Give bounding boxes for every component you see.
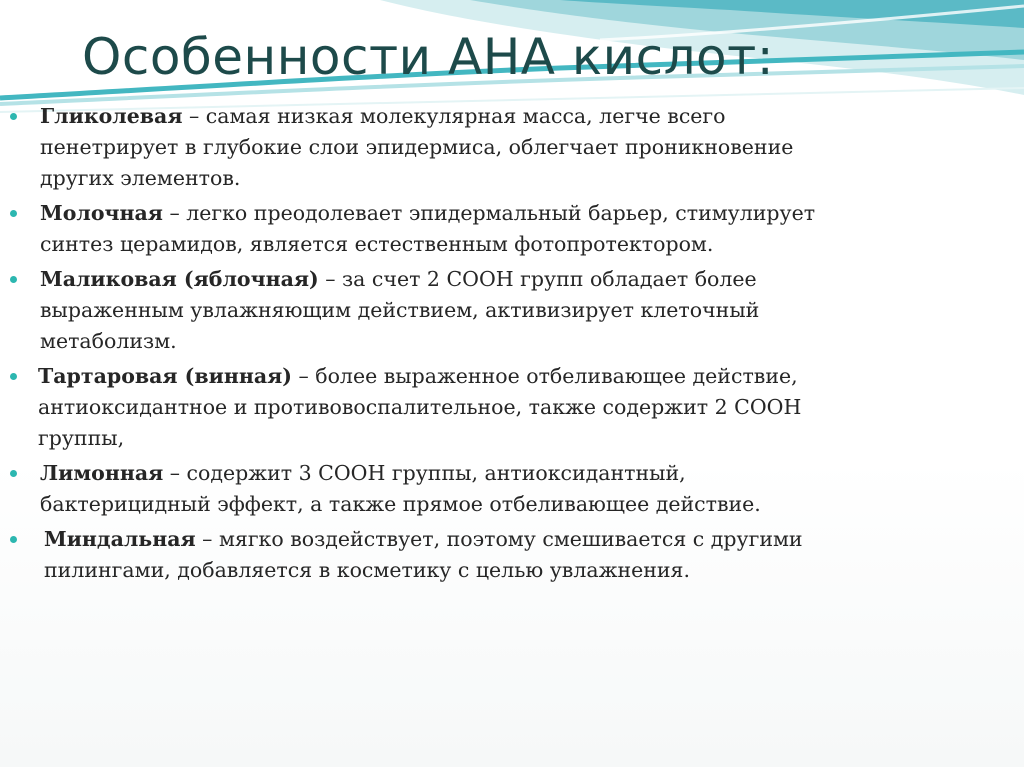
bullet-dot-icon	[10, 113, 17, 120]
acid-description: – за счет 2 COOH групп обладает более выраженным увлажняющим действием, активизирует клеточный метаболизм.	[40, 267, 760, 353]
list-item	[0, 198, 830, 260]
bullet-dot-icon	[10, 470, 17, 477]
acid-name: Лимонная	[40, 461, 164, 485]
acid-description: – легко преодолевает эпидермальный барьер, стимулирует синтез церамидов, является естественным фотопротектором.	[40, 201, 816, 256]
acid-name: Тартаровая (винная)	[38, 364, 292, 388]
list-item	[0, 524, 834, 586]
slide-title: Особенности АНА кислот:	[82, 28, 775, 86]
acid-name: Маликовая (яблочная)	[40, 267, 319, 291]
bullet-dot-icon	[10, 536, 17, 543]
acid-name: Гликолевая	[40, 104, 183, 128]
bullet-dot-icon	[10, 373, 17, 380]
acid-description: – мягко воздействует, поэтому смешивается с другими пилингами, добавляется в косметику с целью увлажнения.	[44, 527, 803, 582]
list-item	[0, 101, 830, 194]
acid-name: Миндальная	[44, 527, 196, 551]
acid-description: – содержит 3 COOH группы, антиоксидантный, бактерицидный эффект, а также прямое отбеливающее действие.	[40, 461, 761, 516]
bullet-dot-icon	[10, 210, 17, 217]
acid-description: – самая низкая молекулярная масса, легче всего пенетрирует в глубокие слои эпидермиса, облегчает проникновение других элементов.	[40, 104, 794, 190]
list-item	[0, 361, 828, 454]
bullet-dot-icon	[10, 276, 17, 283]
acid-name: Молочная	[40, 201, 163, 225]
list-item	[0, 264, 830, 357]
acid-description: – более выраженное отбеливающее действие, антиоксидантное и противовоспалительное, также содержит 2 COOH группы,	[38, 364, 802, 450]
bullet-list	[0, 101, 1024, 590]
list-item	[0, 458, 830, 520]
